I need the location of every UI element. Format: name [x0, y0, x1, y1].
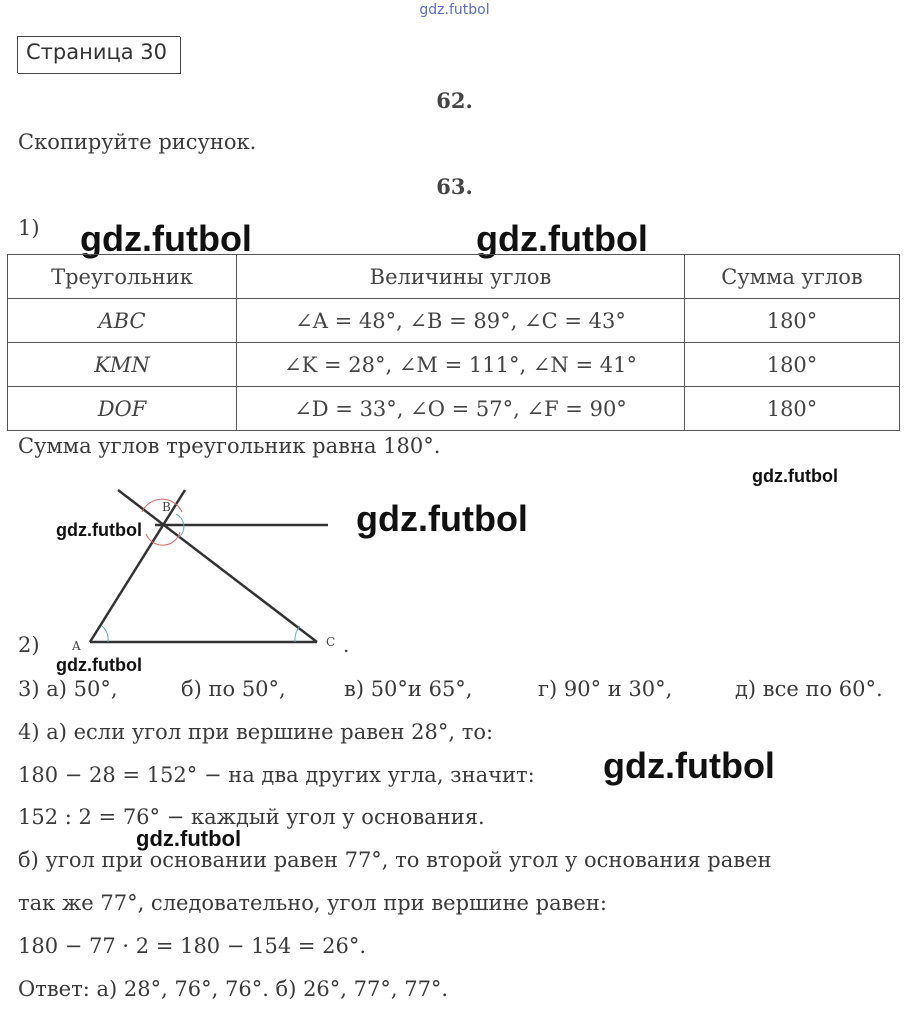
- angle-arc: [102, 626, 108, 642]
- triangle-name-cell: DOF: [8, 387, 237, 431]
- watermark: gdz.futbol: [476, 218, 648, 259]
- item-3-e: д) все по 60°.: [735, 677, 883, 701]
- watermark: gdz.futbol: [603, 745, 775, 786]
- table-row: [8, 343, 900, 387]
- triangle-name-cell: ABC: [8, 299, 237, 343]
- watermark: gdz.futbol: [80, 218, 252, 259]
- table-row: [8, 299, 900, 343]
- watermark: gdz.futbol: [136, 826, 242, 851]
- task-62-heading: 62.: [436, 88, 473, 113]
- vertex-b-label: B: [162, 500, 171, 514]
- vertex-a-label: A: [72, 639, 81, 653]
- item-4-line-1: 4) а) если угол при вершине равен 28°, то:: [18, 720, 494, 744]
- table-header: Сумма углов: [685, 255, 900, 299]
- table-header-row: [8, 255, 900, 299]
- line-through-c: [118, 490, 317, 642]
- table-header: Величины углов: [237, 255, 685, 299]
- figure-lines: [90, 490, 328, 642]
- item-3-a: 3) а) 50°,: [18, 677, 118, 701]
- instruction-text: Скопируйте рисунок.: [18, 130, 257, 154]
- angles-cell: ∠K = 28°, ∠M = 111°, ∠N = 41°: [237, 343, 685, 387]
- item-2-label: 2): [18, 633, 40, 657]
- sum-cell: 180°: [685, 387, 900, 431]
- watermark: gdz.futbol: [56, 655, 142, 675]
- watermark: gdz.futbol: [356, 498, 528, 539]
- source-watermark-top: gdz.futbol: [419, 2, 490, 18]
- answer-line: Ответ: а) 28°, 76°, 76°. б) 26°, 77°, 77°.: [18, 977, 449, 1001]
- angles-table: [7, 254, 900, 431]
- sum-cell: 180°: [685, 299, 900, 343]
- angles-cell: ∠A = 48°, ∠B = 89°, ∠C = 43°: [237, 299, 685, 343]
- task-63-heading: 63.: [436, 174, 473, 199]
- page-label: Страница 30: [26, 40, 168, 64]
- table-header: Треугольник: [8, 255, 237, 299]
- table-row: [8, 387, 900, 431]
- item-4-line-6: 180 − 77 · 2 = 180 − 154 = 26°.: [18, 934, 367, 958]
- triangle-name-cell: KMN: [8, 343, 237, 387]
- figure-end-dot: .: [343, 633, 350, 657]
- vertex-c-label: C: [326, 635, 336, 649]
- item-4-line-3: 152 : 2 = 76° − каждый угол у основания.: [18, 805, 485, 829]
- triangle-figure: [60, 480, 360, 660]
- item-4-line-2: 180 − 28 = 152° − на два других угла, значит:: [18, 763, 535, 787]
- item-3-c: в) 50°и 65°,: [344, 677, 473, 701]
- item-4-line-4: б) угол при основании равен 77°, то второй угол у основания равен: [18, 848, 772, 872]
- watermark: gdz.futbol: [752, 466, 838, 486]
- page-label-box: [17, 36, 180, 73]
- conclusion-text: Сумма углов треугольник равна 180°.: [18, 434, 441, 458]
- watermark: gdz.futbol: [56, 520, 142, 540]
- item-3-b: б) по 50°,: [181, 677, 286, 701]
- sum-cell: 180°: [685, 343, 900, 387]
- item-4-line-5: так же 77°, следовательно, угол при вершине равен:: [18, 891, 607, 915]
- item-3-d: г) 90° и 30°,: [538, 677, 673, 701]
- angles-cell: ∠D = 33°, ∠O = 57°, ∠F = 90°: [237, 387, 685, 431]
- item-1-label: 1): [18, 216, 40, 240]
